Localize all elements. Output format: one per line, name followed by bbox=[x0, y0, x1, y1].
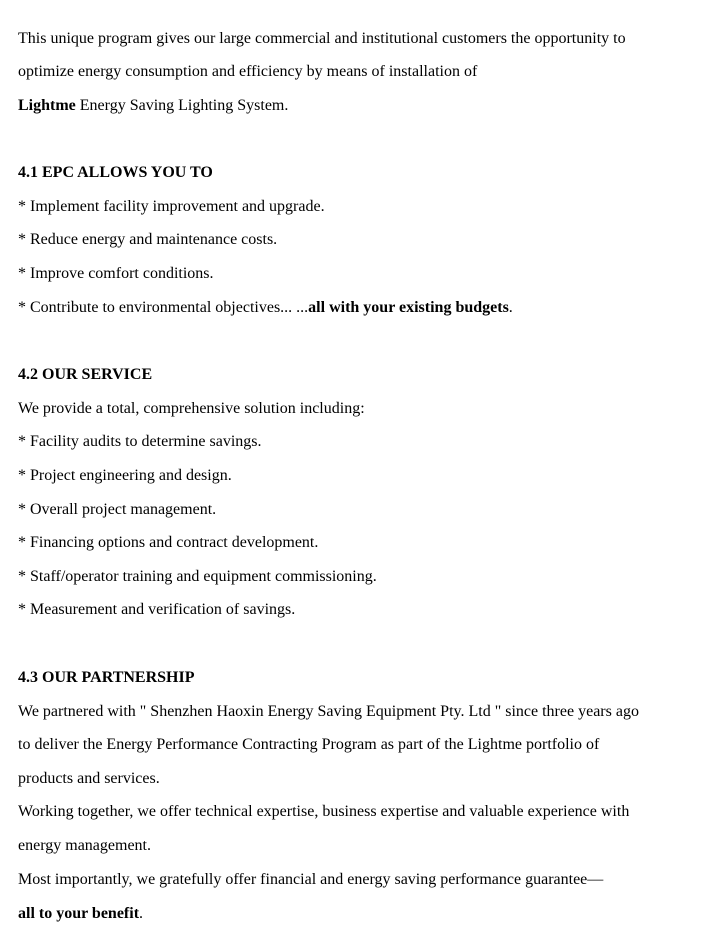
list-item-suffix: . bbox=[508, 299, 513, 316]
paragraph-line: energy management. bbox=[18, 837, 151, 854]
intro-line-3-text: Energy Saving Lighting System. bbox=[75, 97, 289, 114]
list-item: * Improve comfort conditions. bbox=[18, 265, 214, 282]
list-item: * Financing options and contract development. bbox=[18, 534, 319, 551]
list-item: * Facility audits to determine savings. bbox=[18, 433, 262, 450]
closing-emphasis: all to your benefit bbox=[18, 905, 140, 922]
list-item: * Measurement and verification of savings. bbox=[18, 601, 296, 618]
list-item: * Project engineering and design. bbox=[18, 467, 232, 484]
section-heading-service: 4.2 OUR SERVICE bbox=[18, 366, 153, 383]
list-item: * Overall project management. bbox=[18, 501, 217, 518]
paragraph-line bbox=[18, 904, 143, 924]
list-item bbox=[18, 298, 513, 318]
intro-line-3 bbox=[18, 96, 288, 116]
paragraph-line: Working together, we offer technical expertise, business expertise and valuable experience with bbox=[18, 803, 630, 820]
paragraph-line: to deliver the Energy Performance Contracting Program as part of the Lightme portfolio of bbox=[18, 736, 600, 753]
paragraph-line: We partnered with " Shenzhen Haoxin Energy Saving Equipment Pty. Ltd " since three years ago bbox=[18, 703, 639, 720]
list-item-text: * Contribute to environmental objectives... ... bbox=[18, 299, 309, 316]
list-item: * Implement facility improvement and upgrade. bbox=[18, 198, 325, 215]
list-item: * Reduce energy and maintenance costs. bbox=[18, 231, 278, 248]
section-heading-partnership: 4.3 OUR PARTNERSHIP bbox=[18, 669, 195, 686]
section-heading-epc: 4.1 EPC ALLOWS YOU TO bbox=[18, 164, 213, 181]
paragraph-line: products and services. bbox=[18, 770, 160, 787]
list-item: * Staff/operator training and equipment commissioning. bbox=[18, 568, 377, 585]
paragraph-line: Most importantly, we gratefully offer financial and energy saving performance guarantee— bbox=[18, 871, 604, 888]
section-lead: We provide a total, comprehensive solution including: bbox=[18, 400, 365, 417]
closing-suffix: . bbox=[139, 905, 144, 922]
intro-line-2: optimize energy consumption and efficiency by means of installation of bbox=[18, 63, 478, 80]
intro-line-1: This unique program gives our large commercial and institutional customers the opportunity to bbox=[18, 30, 626, 47]
brand-name: Lightme bbox=[18, 97, 76, 114]
list-item-emphasis: all with your existing budgets bbox=[308, 299, 509, 316]
